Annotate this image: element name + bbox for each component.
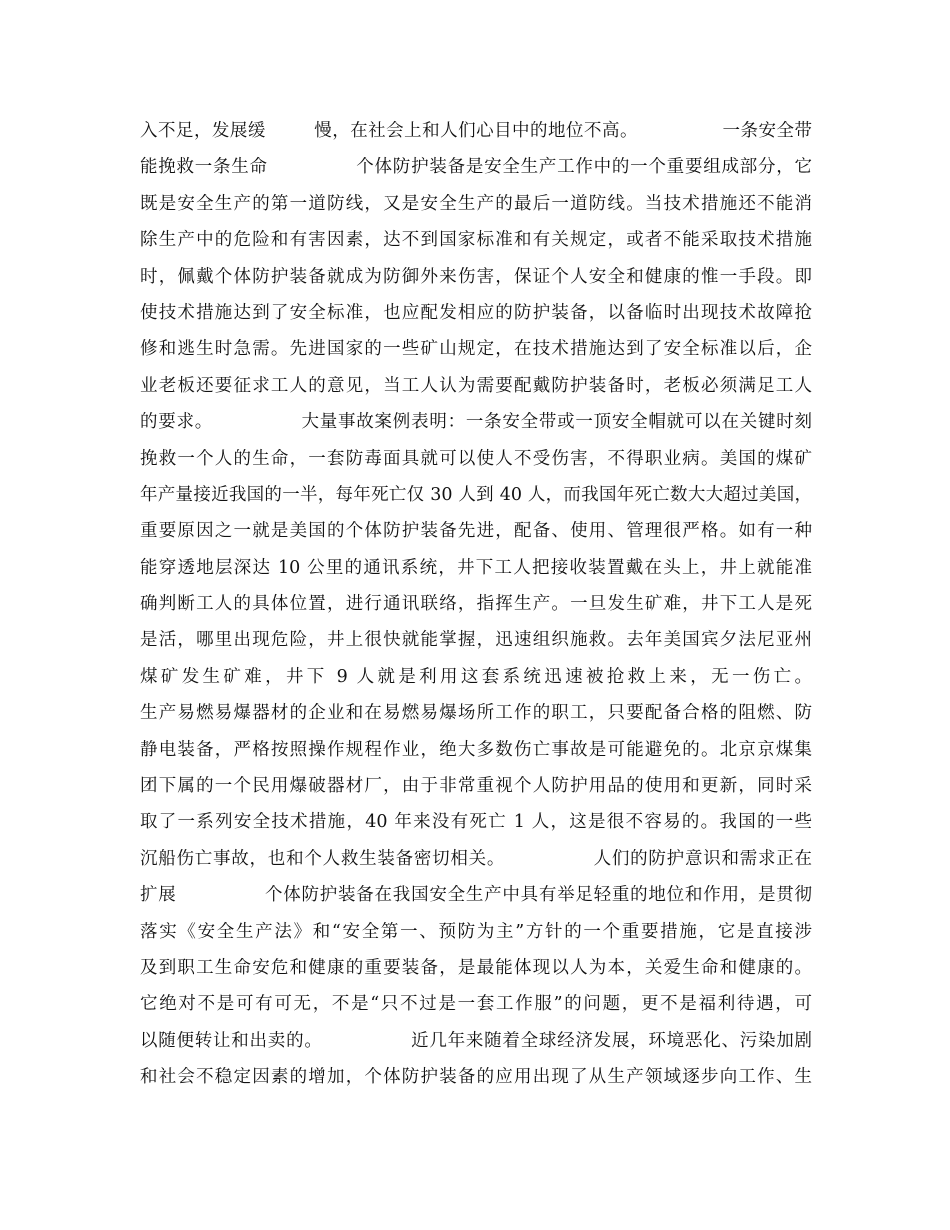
text-line: 使技术措施达到了安全标准，也应配发相应的防护装备，以备临时出现技术故障抢 [140, 302, 812, 323]
text-line: 挽救一个人的生命，一套防毒面具就可以使人不受伤害，不得职业病。美国的煤矿 [140, 448, 812, 469]
text-line: 时，佩戴个体防护装备就成为防御外来伤害，保证个人安全和健康的惟一手段。即 [140, 266, 812, 287]
text-line: 团下属的一个民用爆破器材厂，由于非常重视个人防护用品的使用和更新，同时采 [140, 776, 812, 797]
text-line: 入不足，发展缓 慢，在社会上和人们心目中的地位不高。 一条安全带 [140, 121, 812, 141]
text-line: 扩展 个体防护装备在我国安全生产中具有举足轻重的地位和作用，是贯彻 [140, 885, 812, 906]
body-text [140, 113, 812, 1096]
text-line: 的要求。 大量事故案例表明：一条安全带或一顶安全帽就可以在关键时刻 [140, 412, 812, 433]
text-line: 是活，哪里出现危险，井上很快就能掌握，迅速组织施救。去年美国宾夕法尼亚州 [140, 630, 812, 651]
text-line: 修和逃生时急需。先进国家的一些矿山规定，在技术措施达到了安全标准以后，企 [140, 339, 812, 360]
text-line: 能穿透地层深达 10 公里的通讯系统，井下工人把接收装置戴在头上，井上就能准 [140, 557, 812, 578]
text-line: 除生产中的危险和有害因素，达不到国家标准和有关规定，或者不能采取技术措施 [140, 230, 812, 251]
text-line: 它绝对不是可有可无，不是“只不过是一套工作服”的问题，更不是福利待遇，可 [140, 994, 812, 1015]
text-line: 静电装备，严格按照操作规程作业，绝大多数伤亡事故是可能避免的。北京京煤集 [140, 739, 812, 760]
text-line: 和社会不稳定因素的增加，个体防护装备的应用出现了从生产领域逐步向工作、生 [140, 1067, 812, 1088]
text-line: 取了一系列安全技术措施，40 年来没有死亡 1 人，这是很不容易的。我国的一些 [140, 812, 812, 833]
text-line: 年产量接近我国的一半，每年死亡仅 30 人到 40 人，而我国年死亡数大大超过美国， [140, 484, 812, 505]
text-line: 确判断工人的具体位置，进行通讯联络，指挥生产。一旦发生矿难，井下工人是死 [140, 594, 812, 615]
text-line: 及到职工生命安危和健康的重要装备，是最能体现以人为本，关爱生命和健康的。 [140, 957, 812, 978]
text-line: 落实《安全生产法》和“安全第一、预防为主”方针的一个重要措施，它是直接涉 [140, 921, 812, 942]
text-line: 以随便转让和出卖的。 近几年来随着全球经济发展，环境恶化、污染加剧 [140, 1030, 812, 1051]
text-line: 能挽救一条生命 个体防护装备是安全生产工作中的一个重要组成部分，它 [140, 157, 812, 178]
text-line: 重要原因之一就是美国的个体防护装备先进，配备、使用、管理很严格。如有一种 [140, 521, 812, 542]
text-line: 沉船伤亡事故，也和个人救生装备密切相关。 人们的防护意识和需求正在 [140, 848, 812, 869]
text-line: 煤矿发生矿难，井下 9 人就是利用这套系统迅速被抢救上来，无一伤亡。 [140, 666, 812, 687]
text-line: 生产易燃易爆器材的企业和在易燃易爆场所工作的职工，只要配备合格的阻燃、防 [140, 703, 812, 724]
text-line: 业老板还要征求工人的意见，当工人认为需要配戴防护装备时，老板必须满足工人 [140, 375, 812, 396]
text-line: 既是安全生产的第一道防线，又是安全生产的最后一道防线。当技术措施还不能消 [140, 193, 812, 214]
